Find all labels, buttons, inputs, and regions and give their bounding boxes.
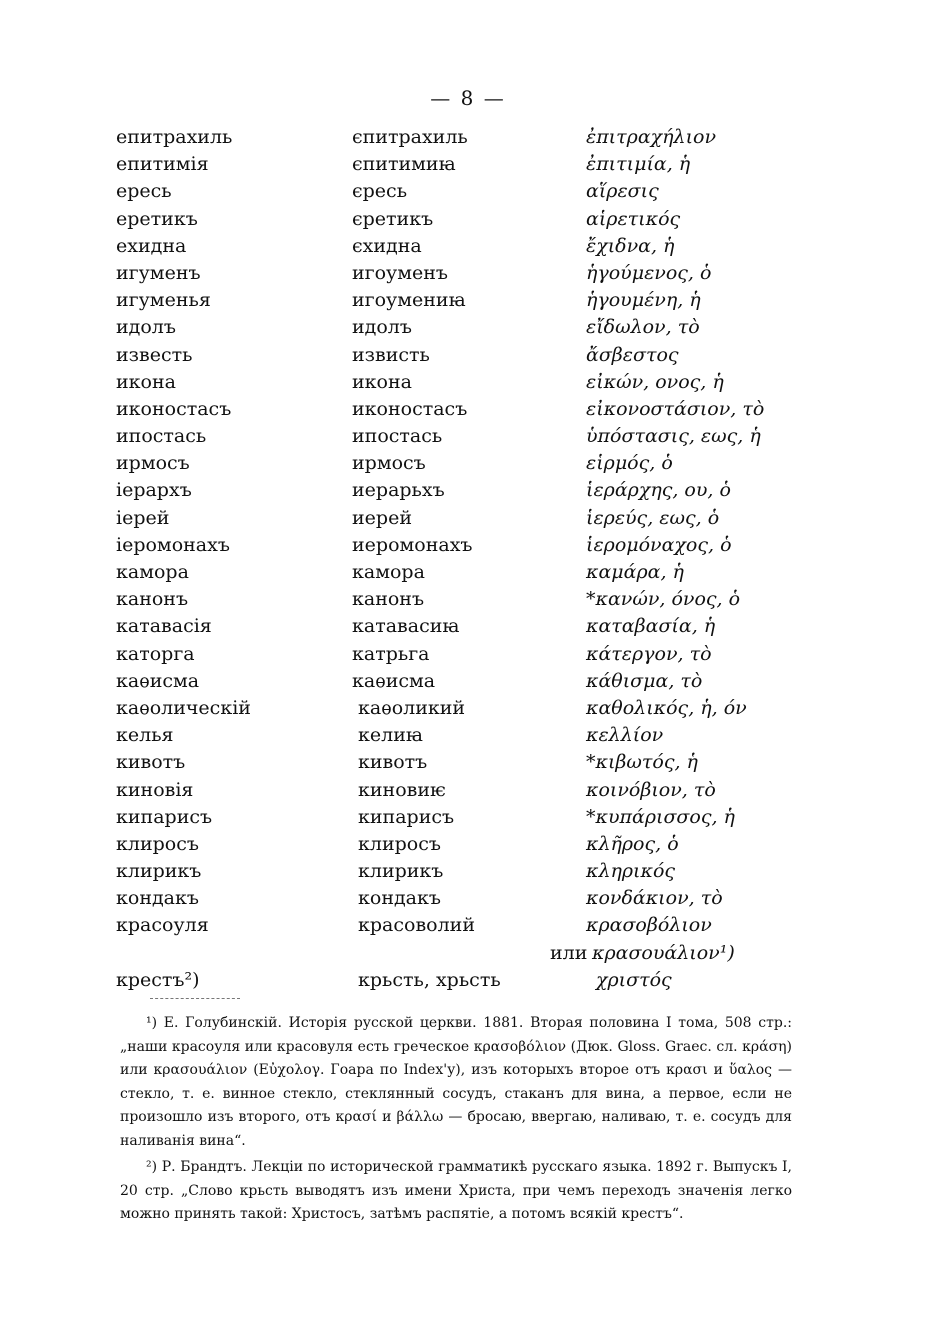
russian-word: іеромонахъ — [116, 533, 230, 556]
russian-word: красоуля — [116, 914, 209, 937]
russian-word: клирикъ — [116, 860, 202, 883]
table-row — [0, 178, 936, 205]
russian-word: иконостасъ — [116, 397, 232, 420]
slavonic-word: катрьга — [352, 642, 430, 665]
footnotes — [120, 1012, 792, 1230]
footnote-1: ¹) Е. Голубинскій. Исторія русской церкви. 1881. Вторая половина I тома, 508 стр.: „наши красоуля или красовуля есть греческое κρασοβόλιον (Дюк. Gloss. Graec. сл. κράση) или κρασουάλιον (Εὐχολογ. Гоара по Index'у), изъ которыхъ второе отъ κρασι и ὕαλος — стекло, т. е. винное стекло, стеклянный сосудъ, стаканъ для вина, а первое, если не произошло изъ второго, отъ κρασί и βάλλω — бросаю, ввергаю, наливаю, т. е. сосудъ для наливанія вина“. — [120, 1015, 793, 1149]
greek-word: ἐπιτιμία, ἡ — [586, 153, 691, 176]
slavonic-word: клирикъ — [358, 860, 444, 883]
russian-word: катавасія — [116, 615, 212, 638]
russian-word: идолъ — [116, 316, 176, 339]
table-row — [0, 124, 936, 151]
russian-word: канонъ — [116, 588, 189, 611]
greek-word: *κιβωτός, ἡ — [586, 751, 698, 774]
slavonic-word: келиꙗ — [358, 724, 423, 747]
table-row — [0, 287, 936, 314]
greek-word: κονδάκιον, τὸ — [586, 887, 723, 910]
greek-word: ἡγουμένη, ἡ — [586, 289, 701, 312]
table-row — [0, 559, 936, 586]
greek-word: ἐπιτραχήλιον — [586, 126, 717, 148]
greek-word: *κανών, όνος, ὁ — [586, 588, 741, 611]
slavonic-word: кондакъ — [358, 887, 441, 910]
slavonic-word: иерарьхъ — [352, 479, 445, 502]
russian-word: епитимія — [116, 153, 209, 176]
table-row — [0, 342, 936, 369]
greek-word: αἱρετικός — [586, 207, 681, 230]
table-row — [0, 831, 936, 858]
greek-word: ἱεράρχης, ου, ὁ — [586, 479, 731, 502]
greek-word: κάτεργον, τὸ — [586, 642, 712, 665]
table-row — [0, 206, 936, 233]
table-row — [0, 369, 936, 396]
russian-word: ехидна — [116, 234, 187, 257]
table-row — [0, 532, 936, 559]
greek-word: κοινόβιον, τὸ — [586, 778, 716, 801]
slavonic-word: єхидна — [352, 234, 422, 257]
greek-word: χριστός — [596, 968, 672, 991]
slavonic-word: єретикъ — [352, 207, 434, 230]
russian-word: икона — [116, 370, 176, 393]
slavonic-word: єпитрахиль — [352, 126, 468, 148]
russian-word: кипарисъ — [116, 805, 213, 828]
greek-word: εἰκονοστάσιον, τὸ — [586, 397, 765, 420]
russian-word: іерархъ — [116, 479, 192, 502]
slavonic-word: кивотъ — [358, 751, 428, 774]
table-row — [0, 695, 936, 722]
slavonic-word: катавасиꙗ — [352, 615, 460, 638]
greek-word: εἱρμός, ὁ — [586, 452, 673, 475]
table-row — [0, 151, 936, 178]
russian-word: клиросъ — [116, 832, 199, 855]
slavonic-word: идолъ — [352, 316, 412, 339]
slavonic-word: иконостасъ — [352, 397, 468, 420]
greek-word-alt: κρασουάλιον¹) — [592, 941, 735, 964]
slavonic-word: ирмосъ — [352, 452, 426, 475]
russian-word: игуменъ — [116, 261, 201, 284]
slavonic-word: иерей — [352, 506, 412, 529]
greek-word: κρασοβόλιον — [586, 914, 712, 937]
footnote-divider — [150, 998, 240, 999]
slavonic-word: канонъ — [352, 588, 425, 611]
slavonic-word: єресь — [352, 180, 408, 203]
table-row — [0, 668, 936, 695]
table-row — [0, 749, 936, 776]
russian-word: камора — [116, 561, 189, 583]
greek-word: εἴδωλον, τὸ — [586, 316, 700, 339]
table-row — [0, 777, 936, 804]
table-row — [0, 314, 936, 341]
table-row — [0, 885, 936, 912]
russian-word: крестъ²) — [116, 968, 200, 991]
russian-word: іерей — [116, 506, 170, 529]
table-row — [0, 233, 936, 260]
russian-word: еретикъ — [116, 207, 198, 230]
russian-word: игуменья — [116, 289, 211, 312]
russian-word: кивотъ — [116, 751, 186, 774]
greek-word: κλῆρος, ὁ — [586, 832, 679, 855]
slavonic-word: иеромонахъ — [352, 533, 473, 556]
slavonic-word: извисть — [352, 343, 430, 366]
greek-word: ἔχιδνα, ἡ — [586, 234, 675, 257]
slavonic-word: икона — [352, 370, 412, 393]
slavonic-word: ипостась — [352, 425, 443, 448]
greek-word: κληρικός — [586, 860, 676, 883]
greek-word: καθολικός, ἡ, όν — [586, 696, 747, 719]
slavonic-word: крьсть, хрьсть — [358, 968, 501, 991]
table-row — [0, 613, 936, 640]
table-row-ili — [0, 940, 936, 967]
slavonic-word: киновиѥ — [358, 778, 446, 801]
table-row-last — [0, 967, 936, 994]
russian-word: ересь — [116, 180, 172, 203]
table-row — [0, 396, 936, 423]
greek-word: ἱερομόναχος, ὁ — [586, 533, 732, 556]
table-row — [0, 912, 936, 939]
greek-word: κελλίον — [586, 724, 664, 747]
russian-word: каѳолическій — [116, 696, 251, 719]
slavonic-word: игоумениꙗ — [352, 289, 466, 312]
slavonic-word: кипарисъ — [358, 805, 455, 828]
slavonic-word: каѳисма — [352, 669, 436, 692]
page-number: — 8 — — [430, 86, 506, 110]
russian-word: каторга — [116, 642, 195, 665]
slavonic-word: єпитимиꙗ — [352, 153, 456, 176]
slavonic-word: клиросъ — [358, 832, 441, 855]
russian-word: ирмосъ — [116, 452, 190, 475]
greek-word: καμάρα, ἡ — [586, 561, 684, 583]
greek-word: ὑπόστασις, εως, ἡ — [586, 425, 761, 448]
russian-word: каѳисма — [116, 669, 200, 692]
slavonic-word: красоволий — [358, 914, 475, 937]
greek-word: εἰκών, ονος, ἡ — [586, 370, 724, 393]
table-row — [0, 804, 936, 831]
slavonic-word: каѳоликий — [358, 696, 466, 719]
footnote-2: ²) Р. Брандтъ. Лекціи по исторической грамматикѣ русскаго языка. 1892 г. Выпускъ I, 20 стр. „Слово крьсть выводятъ изъ имени Христа, при чемъ переходъ значенія легко можно принять такой: Христосъ, затѣмъ распятіе, а потомъ всякій крестъ“. — [120, 1159, 792, 1222]
russian-word: известь — [116, 343, 193, 366]
russian-word: кондакъ — [116, 887, 199, 910]
russian-word: киновія — [116, 778, 194, 801]
greek-word: ἄσβεστος — [586, 343, 679, 366]
table-row — [0, 260, 936, 287]
russian-word: епитрахиль — [116, 126, 233, 148]
greek-word: ἱερεύς, εως, ὁ — [586, 506, 720, 529]
greek-word: καταβασία, ἡ — [586, 615, 716, 638]
ili-word: или — [550, 941, 588, 964]
table-row — [0, 505, 936, 532]
greek-word: κάθισμα, τὸ — [586, 669, 703, 692]
table-row — [0, 858, 936, 885]
word-table — [0, 124, 936, 994]
russian-word: ипостась — [116, 425, 207, 448]
table-row — [0, 722, 936, 749]
slavonic-word: камора — [352, 561, 425, 583]
slavonic-word: игоуменъ — [352, 261, 449, 284]
table-row — [0, 450, 936, 477]
greek-word: αἵρεσις — [586, 180, 659, 203]
table-row — [0, 586, 936, 613]
table-row — [0, 477, 936, 504]
russian-word: келья — [116, 724, 174, 747]
greek-word: *κυπάρισσος, ἡ — [586, 805, 735, 828]
table-row — [0, 641, 936, 668]
greek-word: ἡγούμενος, ὁ — [586, 261, 712, 284]
table-row — [0, 423, 936, 450]
